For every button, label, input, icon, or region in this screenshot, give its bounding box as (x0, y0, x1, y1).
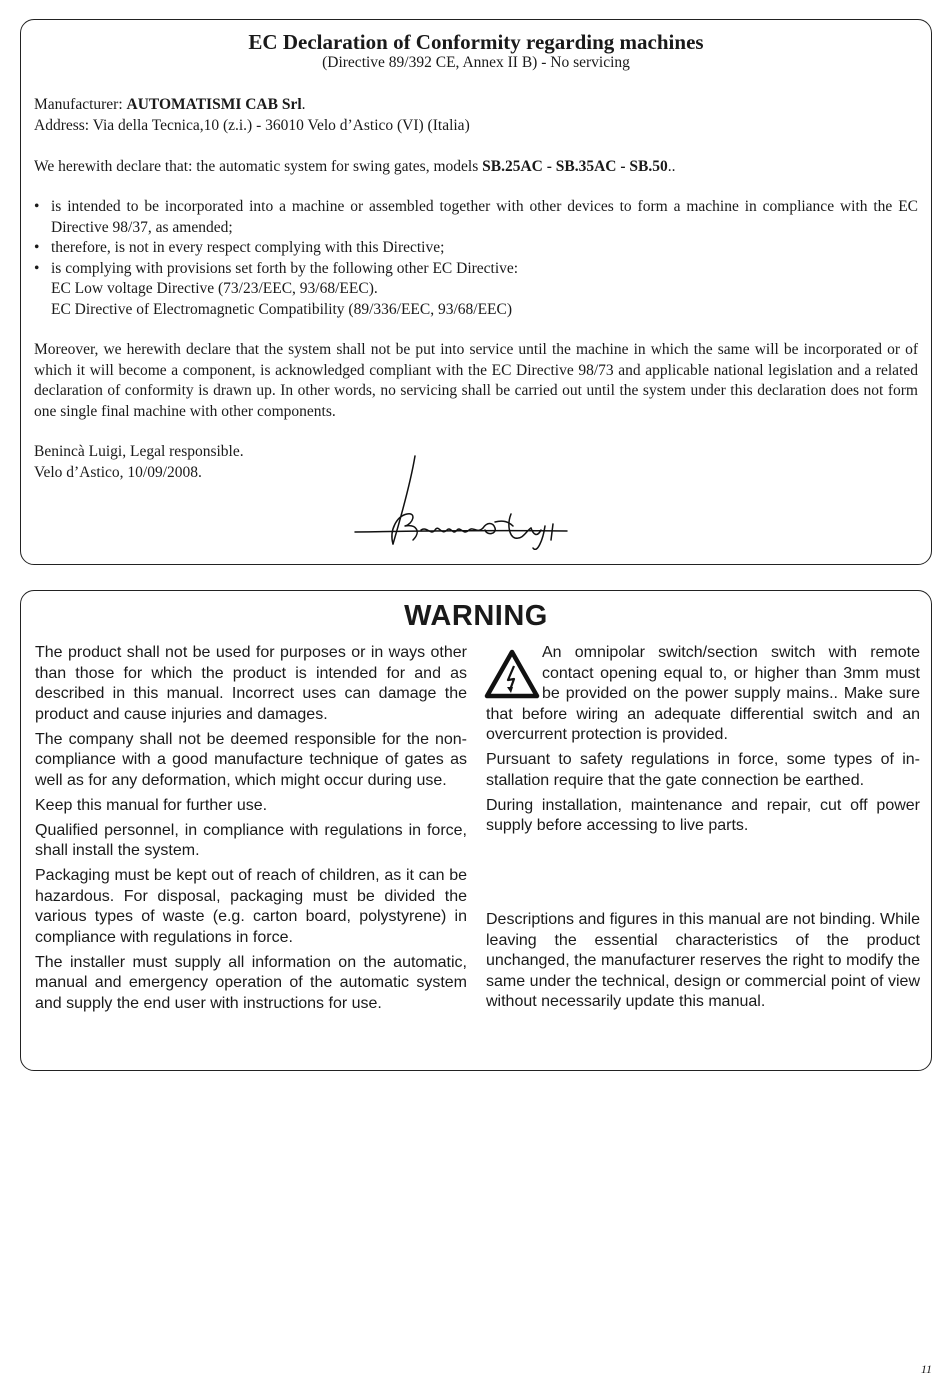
warning-paragraph: Packaging must be kept out of reach of children, as it can be hazardous. For disposal, packaging must be divided the various types of waste (e.g. carton board, polystyrene) in compliance with regulations in force. (35, 867, 467, 946)
statement-prefix: We herewith declare that: the automatic system for swing gates, models (34, 158, 483, 175)
warning-paragraph: The product shall not be used for purposes or in ways other than those for which the product is intended for and as described in this manual. Incorrect uses can damage the product and cause injuries and damages. (35, 644, 467, 723)
models: SB.25AC - SB.35AC - SB.50 (482, 158, 668, 175)
declaration-statement (34, 157, 918, 178)
signature-image (337, 450, 569, 550)
warning-paragraph: Descriptions and figures in this manual are not binding. While leaving the essential characteristics of the product unchanged, the manufacturer reserves the right to modify the same under the technical, design or commercial point of view without necessarily update this manual. (486, 911, 921, 1010)
page-number: 11 (920, 1362, 932, 1376)
moreover-paragraph: Moreover, we herewith declare that the system shall not be put into service until the machine in which the same will be incorporated or of which it will become a component, is acknowledged compliant with the EC Directive 98/73 and applicable national legislation and a related declaration of conformity is drawn up. In other words, no servicing shall be carried out until the system under this declaration does not form one single final machine with other components. (34, 341, 918, 420)
directive-line-low-voltage: EC Low voltage Directive (73/23/EEC, 93/68/EEC). (51, 280, 378, 297)
electrical-hazard-icon (484, 649, 540, 699)
warning-title: WARNING (404, 600, 548, 632)
warning-paragraph: During installation, maintenance and repair, cut off power supply before accessing to live parts. (486, 796, 920, 834)
manufacturer-line (34, 95, 918, 116)
warning-paragraph: The company shall not be deemed responsible for the non-compliance with a good manufacture technique of gates as well as for any deformation, which might occur during use. (35, 730, 467, 789)
directive-line-emc: EC Directive of Electromagnetic Compatibility (89/336/EEC, 93/68/EEC) (51, 300, 513, 318)
warning-right-column (486, 643, 920, 1017)
warning-paragraph: The installer must supply all information on the automatic, manual and emergency operation of the automatic system and supply the end user with instructions for use. (35, 953, 467, 1012)
warning-paragraph: Qualified personnel, in compliance with regulations in force, shall install the system. (35, 821, 467, 859)
declaration-title: EC Declaration of Conformity regarding machines (248, 30, 704, 54)
bullet-item: • is intended to be incorporated into a machine or assembled together with other devices to form a machine in compliance with the EC Directive 98/37, as amended; (34, 198, 918, 236)
declaration-bullets (34, 197, 918, 320)
bullet-item: • therefore, is not in every respect complying with this Directive; (34, 239, 445, 256)
manufacturer-end: . (301, 96, 306, 113)
warning-paragraph: An omnipolar switch/section switch with remote contact opening equal to, or higher than 3mm must be provided on the power supply mains.. Make sure that before wiring an adequate differential switch and an overcurrent protection is provided. (486, 644, 920, 743)
column-spacer (486, 841, 920, 910)
signatory-line: Benincà Luigi, Legal responsible. (34, 443, 244, 460)
manufacturer-label: Manufacturer: (34, 96, 127, 113)
declaration-box (20, 19, 932, 565)
warning-box (20, 590, 932, 1071)
place-date-line: Velo d’Astico, 10/09/2008. (34, 464, 202, 481)
warning-left-column (35, 643, 467, 1019)
warning-paragraph: Pursuant to safety regulations in force, some types of in-stallation require that the gate connection be earthed. (486, 751, 920, 789)
declaration-subtitle: (Directive 89/392 CE, Annex II B) - No servicing (322, 54, 630, 71)
bullet-item: • is complying with provisions set forth by the following other EC Directive: (34, 259, 519, 277)
warning-paragraph: Keep this manual for further use. (35, 796, 268, 814)
address-line: Address: Via della Tecnica,10 (z.i.) - 36010 Velo d’Astico (VI) (Italia) (34, 117, 470, 134)
statement-suffix: .. (667, 158, 676, 175)
manufacturer-name: AUTOMATISMI CAB Srl (126, 96, 302, 113)
